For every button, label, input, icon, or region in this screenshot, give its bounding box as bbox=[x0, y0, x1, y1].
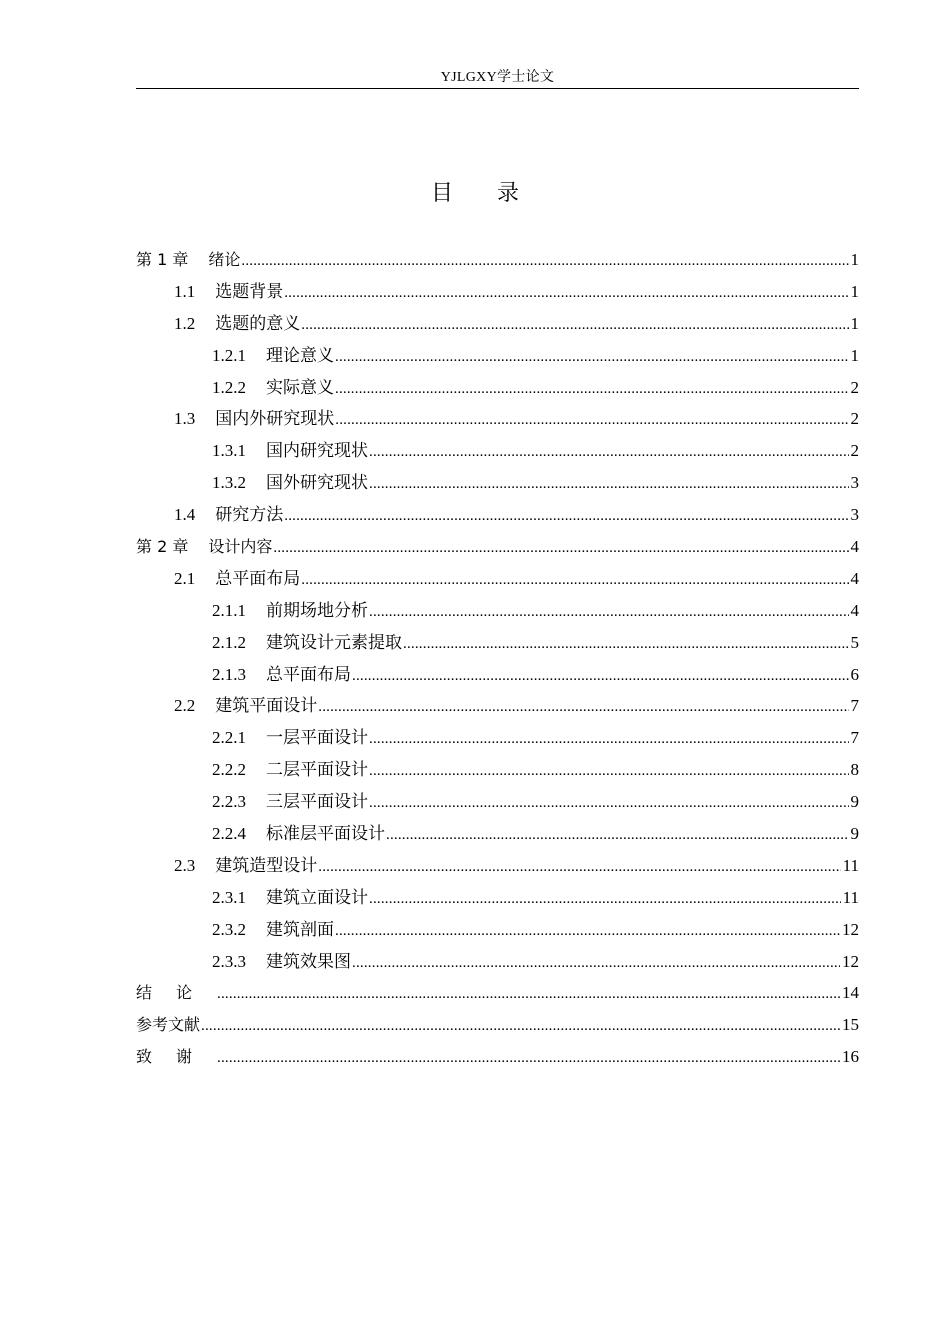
toc-entry-page-number: 2 bbox=[850, 409, 859, 429]
running-header: YJLGXY学士论文 bbox=[440, 70, 555, 85]
toc-entry-page-number: 11 bbox=[842, 855, 859, 875]
toc-entry-number: 2.3.2 bbox=[212, 919, 246, 939]
toc-entry-title: 研究方法 bbox=[215, 505, 284, 525]
toc-entry-title: 选题背景 bbox=[215, 281, 284, 301]
toc-entry[interactable] bbox=[136, 403, 859, 435]
dot-leader bbox=[318, 692, 848, 724]
toc-entry-page-number: 8 bbox=[850, 760, 859, 780]
toc-entry-page-number: 15 bbox=[842, 1015, 859, 1035]
toc-entry-title: 建筑剖面 bbox=[266, 919, 334, 939]
toc-entry-title: 建筑效果图 bbox=[266, 951, 351, 971]
dot-leader bbox=[335, 405, 848, 437]
dot-leader bbox=[335, 342, 849, 374]
toc-entry[interactable] bbox=[136, 1009, 859, 1041]
toc-entry[interactable] bbox=[136, 882, 859, 914]
toc-entry-page-number: 14 bbox=[842, 983, 859, 1003]
toc-entry-title: 国外研究现状 bbox=[266, 473, 368, 493]
toc-entry-number: 1.2 bbox=[174, 313, 196, 333]
toc-entry-number: 2.3.3 bbox=[212, 951, 246, 971]
toc-entry-number: 2.3 bbox=[174, 855, 196, 875]
toc-entry[interactable] bbox=[136, 946, 859, 978]
toc-entry[interactable] bbox=[136, 244, 859, 276]
toc-entry[interactable] bbox=[136, 977, 859, 1009]
toc-entry-number: 2.2.3 bbox=[212, 792, 246, 812]
toc-entry-page-number: 4 bbox=[850, 600, 859, 620]
toc-entry-title: 国内研究现状 bbox=[266, 441, 368, 461]
toc-entry[interactable] bbox=[136, 563, 859, 595]
toc-entry-title: 设计内容 bbox=[208, 537, 273, 557]
dot-leader bbox=[352, 661, 849, 693]
toc-entry-page-number: 4 bbox=[850, 568, 859, 588]
toc-entry[interactable] bbox=[136, 690, 859, 722]
toc-entry-page-number: 9 bbox=[850, 792, 859, 812]
toc-entry-title: 建筑立面设计 bbox=[266, 887, 368, 907]
toc-entry[interactable] bbox=[136, 435, 859, 467]
toc-entry-page-number: 12 bbox=[842, 951, 859, 971]
dot-leader bbox=[369, 724, 849, 756]
toc-entry-page-number: 9 bbox=[850, 824, 859, 844]
toc-entry-number: 2.1.1 bbox=[212, 600, 246, 620]
toc-entry-page-number: 16 bbox=[842, 1047, 859, 1067]
header-rule bbox=[136, 88, 859, 89]
toc-entry[interactable] bbox=[136, 595, 859, 627]
toc-entry-title: 总平面布局 bbox=[215, 568, 301, 588]
toc-entry-number: 1.3.1 bbox=[212, 441, 246, 461]
toc-entry[interactable] bbox=[136, 499, 859, 531]
toc-entry-page-number: 7 bbox=[850, 728, 859, 748]
dot-leader bbox=[335, 374, 849, 406]
dot-leader bbox=[241, 246, 848, 278]
toc-entry[interactable] bbox=[136, 754, 859, 786]
toc-entry-page-number: 4 bbox=[850, 537, 859, 557]
toc-entry-title: 国内外研究现状 bbox=[215, 409, 335, 429]
toc-entry[interactable] bbox=[136, 786, 859, 818]
toc-entry[interactable] bbox=[136, 467, 859, 499]
toc-entry-title: 建筑平面设计 bbox=[215, 696, 318, 716]
dot-leader bbox=[335, 916, 840, 948]
toc-entry-page-number: 2 bbox=[850, 441, 859, 461]
toc-entry-title: 二层平面设计 bbox=[266, 760, 368, 780]
dot-leader bbox=[369, 469, 849, 501]
toc-entry-page-number: 1 bbox=[850, 313, 859, 333]
toc-entry-title: 绪论 bbox=[208, 250, 241, 269]
toc-title-char-2: 录 bbox=[497, 181, 520, 206]
toc-entry-page-number: 1 bbox=[850, 250, 859, 269]
dot-leader bbox=[217, 1043, 840, 1075]
dot-leader bbox=[369, 597, 849, 629]
toc-entry[interactable] bbox=[136, 372, 859, 404]
dot-leader bbox=[369, 756, 849, 788]
toc-entry-number: 1.2.1 bbox=[212, 345, 246, 365]
dot-leader bbox=[403, 629, 849, 661]
toc-entry-number: 2.3.1 bbox=[212, 887, 246, 907]
toc-entry-page-number: 3 bbox=[850, 505, 859, 525]
dot-leader bbox=[369, 437, 849, 469]
toc-entry-title: 三层平面设计 bbox=[266, 792, 368, 812]
toc-entry-title: 实际意义 bbox=[266, 377, 334, 397]
toc-entry-number: 2.2.1 bbox=[212, 728, 246, 748]
toc-entry-title: 理论意义 bbox=[266, 345, 334, 365]
toc-entry-title: 一层平面设计 bbox=[266, 728, 368, 748]
dot-leader bbox=[369, 788, 849, 820]
toc-entry-page-number: 5 bbox=[850, 632, 859, 652]
toc-entry-number: 2.1.3 bbox=[212, 664, 246, 684]
toc-entry-page-number: 2 bbox=[850, 377, 859, 397]
toc-entry-number: 第 2 章 bbox=[136, 537, 189, 557]
toc-entry-number: 2.1 bbox=[174, 568, 196, 588]
toc-entry-number: 2.1.2 bbox=[212, 632, 246, 652]
toc-entry[interactable] bbox=[136, 659, 859, 691]
toc-entry[interactable] bbox=[136, 722, 859, 754]
toc-entry-title: 总平面布局 bbox=[266, 664, 351, 684]
toc-entry-title: 结论 bbox=[136, 983, 217, 1003]
toc-entry[interactable] bbox=[136, 818, 859, 850]
toc-title bbox=[0, 178, 950, 210]
toc-entry[interactable] bbox=[136, 531, 859, 563]
toc-entry-title: 选题的意义 bbox=[215, 313, 301, 333]
toc-entry-number: 1.2.2 bbox=[212, 377, 246, 397]
toc-entry[interactable] bbox=[136, 627, 859, 659]
dot-leader bbox=[284, 278, 848, 310]
dot-leader bbox=[352, 948, 840, 980]
dot-leader bbox=[284, 501, 848, 533]
toc-entry-number: 1.1 bbox=[174, 281, 196, 301]
toc-entry-number: 2.2.4 bbox=[212, 824, 246, 844]
table-of-contents bbox=[136, 244, 859, 1073]
toc-title-char-1: 目 bbox=[430, 181, 453, 206]
toc-entry-number: 1.3.2 bbox=[212, 473, 246, 493]
dot-leader bbox=[301, 310, 848, 342]
toc-entry-number: 第 1 章 bbox=[136, 250, 189, 269]
toc-entry-page-number: 3 bbox=[850, 473, 859, 493]
toc-entry-page-number: 7 bbox=[850, 696, 859, 716]
toc-entry[interactable] bbox=[136, 850, 859, 882]
dot-leader bbox=[217, 979, 840, 1011]
toc-entry-number: 2.2 bbox=[174, 696, 196, 716]
toc-entry-number: 2.2.2 bbox=[212, 760, 246, 780]
toc-entry-page-number: 1 bbox=[850, 281, 859, 301]
toc-entry-title: 参考文献 bbox=[136, 1015, 201, 1035]
dot-leader bbox=[386, 820, 849, 852]
dot-leader bbox=[301, 565, 848, 597]
toc-entry[interactable] bbox=[136, 914, 859, 946]
dot-leader bbox=[369, 884, 841, 916]
toc-entry-page-number: 12 bbox=[842, 919, 859, 939]
dot-leader bbox=[201, 1011, 840, 1043]
toc-entry[interactable] bbox=[136, 276, 859, 308]
toc-entry-title: 建筑造型设计 bbox=[215, 855, 318, 875]
toc-entry[interactable] bbox=[136, 308, 859, 340]
dot-leader bbox=[273, 533, 848, 565]
toc-entry-number: 1.4 bbox=[174, 505, 196, 525]
toc-entry-title: 前期场地分析 bbox=[266, 600, 368, 620]
toc-entry-number: 1.3 bbox=[174, 409, 196, 429]
toc-entry-page-number: 1 bbox=[850, 345, 859, 365]
toc-entry-page-number: 11 bbox=[842, 887, 859, 907]
toc-entry[interactable] bbox=[136, 1041, 859, 1073]
toc-entry-page-number: 6 bbox=[850, 664, 859, 684]
toc-entry-title: 标准层平面设计 bbox=[266, 824, 385, 844]
dot-leader bbox=[318, 852, 840, 884]
toc-entry-title: 建筑设计元素提取 bbox=[266, 632, 402, 652]
toc-entry[interactable] bbox=[136, 340, 859, 372]
toc-entry-title: 致谢 bbox=[136, 1047, 217, 1067]
